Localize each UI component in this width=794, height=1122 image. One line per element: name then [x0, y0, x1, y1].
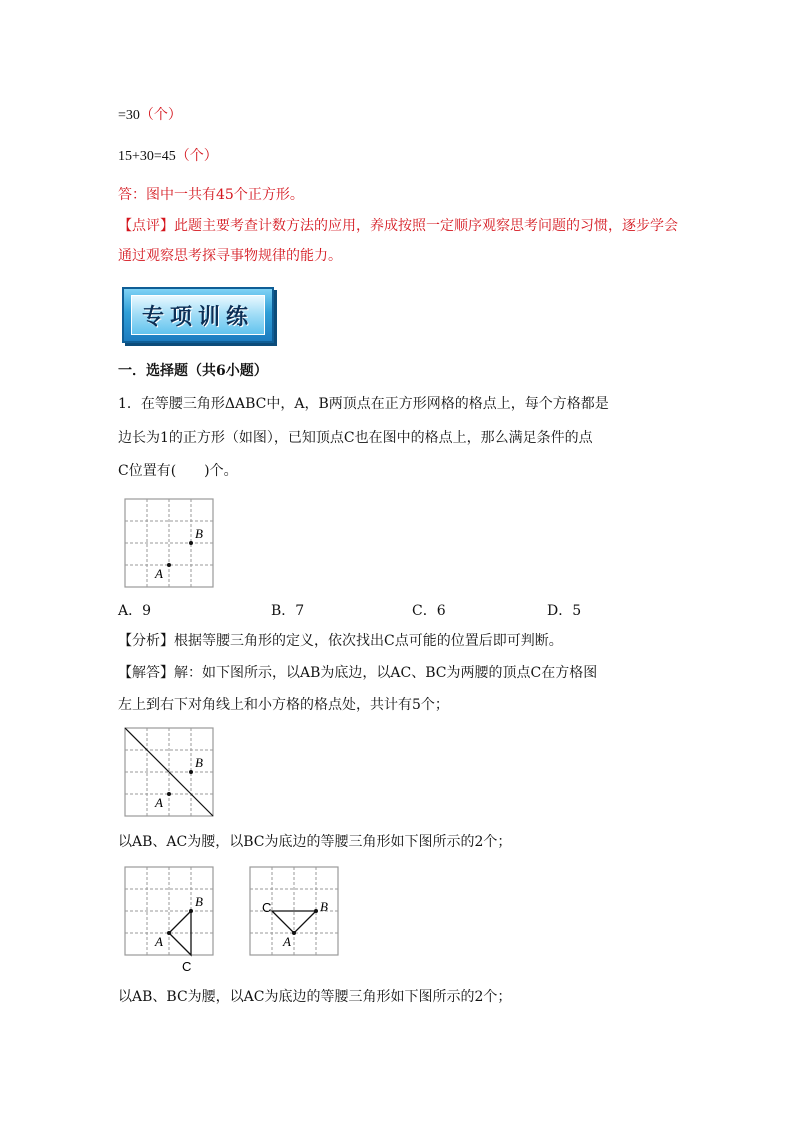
grid-figure-triangle-1 [122, 865, 216, 975]
label-a: A [155, 934, 163, 949]
grid-border [125, 499, 213, 587]
label-a: A [155, 795, 163, 810]
calc-eq-1: =30 [118, 108, 140, 123]
solution-line-3: 以AB、AC为腰，以BC为底边的等腰三角形如下图所示的2个； [118, 834, 512, 850]
calc-unit-1: （个） [139, 108, 182, 123]
answer-text: 答：图中一共有45个正方形。 [118, 187, 304, 203]
section-banner [122, 287, 278, 347]
point-b [189, 541, 193, 545]
calc-line-2 [118, 147, 218, 167]
label-b: B [195, 894, 203, 909]
label-b: B [195, 755, 203, 770]
calc-eq-2: 15+30=45 [118, 149, 176, 164]
point-a [292, 931, 296, 935]
grid-lines [125, 867, 213, 955]
point-b [314, 909, 318, 913]
comment-line-2: 通过观察思考探寻事物规律的能力。 [118, 248, 342, 264]
solution-line-4: 以AB、BC为腰，以AC为底边的等腰三角形如下图所示的2个； [118, 989, 512, 1005]
label-c: C [262, 900, 272, 915]
grid-figure-diagonal [122, 726, 216, 820]
comment-line-1: 【点评】此题主要考查计数方法的应用，养成按照一定顺序观察思考问题的习惯，逐步学会 [118, 218, 678, 234]
label-a: A [155, 566, 163, 581]
option-d: D．5 [547, 603, 582, 619]
solution-line-2: 左上到右下对角线上和小方格的格点处，共计有5个； [118, 697, 449, 713]
calc-unit-2: （个） [175, 149, 218, 164]
grid-figure-question [122, 497, 216, 591]
label-a: A [283, 934, 291, 949]
grid-border [125, 867, 213, 955]
section-heading: 一．选择题（共6小题） [118, 363, 268, 379]
banner-title: 专项训练 [131, 295, 265, 335]
question-line-1: 1．在等腰三角形ΔABC中，A，B两顶点在正方形网格的格点上，每个方格都是 [118, 396, 609, 412]
label-b: B [320, 899, 328, 914]
point-b [189, 770, 193, 774]
option-a: A．9 [118, 603, 152, 619]
grid-figure-triangle-2 [247, 865, 343, 961]
point-a [167, 792, 171, 796]
question-line-3: C位置有( )个。 [118, 463, 238, 479]
point-a [167, 563, 171, 567]
banner-frame [122, 287, 274, 343]
option-b: B．7 [271, 603, 305, 619]
option-c: C．6 [412, 603, 446, 619]
point-b [189, 909, 193, 913]
solution-line-1: 【解答】解：如下图所示，以AB为底边，以AC、BC为两腰的顶点C在方格图 [118, 665, 598, 681]
diagonal-line [125, 728, 213, 816]
grid-lines [125, 499, 213, 587]
point-a [167, 931, 171, 935]
calc-line-1 [118, 106, 182, 126]
question-line-2: 边长为1的正方形（如图），已知顶点C也在图中的格点上，那么满足条件的点 [118, 430, 593, 446]
analysis-text: 【分析】根据等腰三角形的定义，依次找出C点可能的位置后即可判断。 [118, 633, 563, 649]
label-c: C [182, 959, 192, 974]
label-b: B [195, 526, 203, 541]
